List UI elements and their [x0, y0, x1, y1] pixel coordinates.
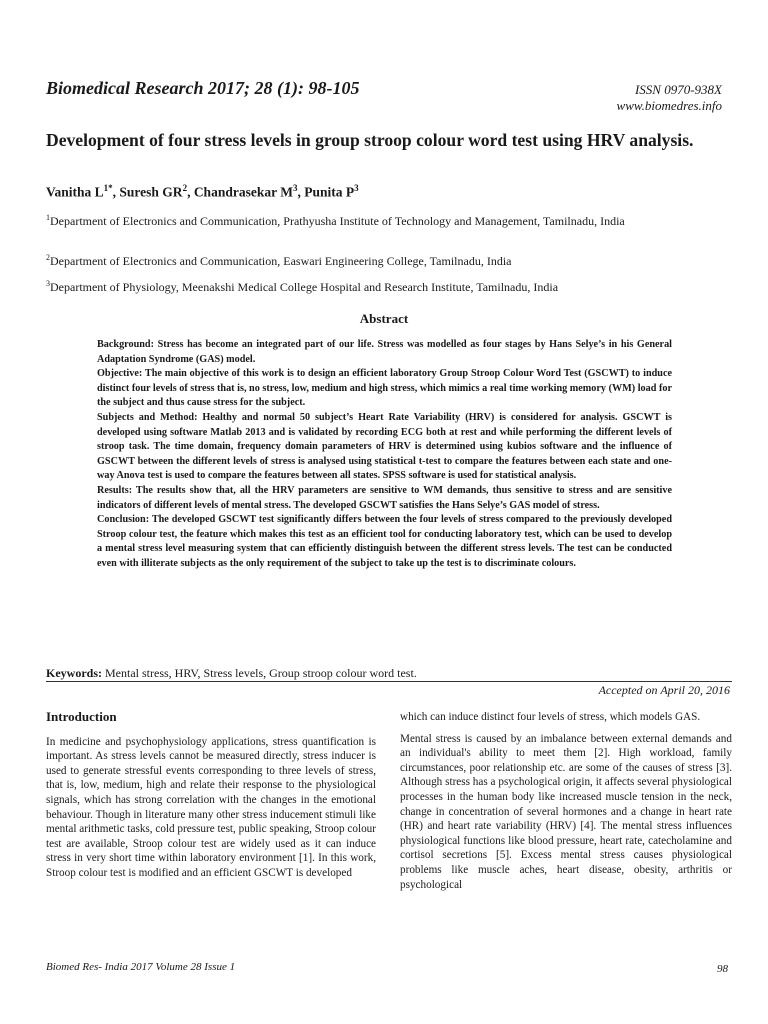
abstract-methods: Subjects and Method: Healthy and normal 50 subject’s Heart Rate Variability (HRV) is considered for analysis. GSCWT is developed using software Matlab 2013 and is validated by recording ECG both at rest and while performing the different levels of stroop task. The time domain, frequency domain parameters of HRV is determined using kubios software and the influence of GSCWT between the different levels of stress is analysed using statistical t-test to compare the features between each state and one-way Anova test is used to compare the features between all states. SPSS software is used for statistical analysis.: [97, 411, 672, 482]
page-number: 98: [717, 963, 728, 975]
author-name: Vanitha L: [46, 184, 104, 200]
right-column: [400, 710, 732, 899]
body-paragraph: In medicine and psychophysiology applications, stress quantification is important. As stress levels cannot be measured directly, stress inducer is used to generate stressful events corresponding to three levels of stress, that is, low, medium, high and relate their response to the physiological signals, which has strong correlation with the changes in the emotional behaviour. Though in literature many other stress inducement stimuli like mental arithmetic tasks, cold pressure test, public speaking, Stroop colour test are available, Stroop colour test are widely used as it can induce stress in very short time within laboratory environment [1]. In this work, Stroop colour test is modified and an efficient GSCWT is developed: [46, 735, 376, 879]
affiliation: [46, 276, 732, 295]
keywords: [46, 666, 736, 681]
affiliation: [46, 210, 732, 229]
issn: ISSN 0970-938X: [634, 82, 722, 97]
abstract-results: Results: The results show that, all the HRV parameters are sensitive to WM demands, thus sensitive to stress and are sensitive indicators of different levels of mental stress. The developed GSCWT satisfies the Hans Selye’s GAS model of stress.: [97, 484, 672, 511]
affiliation-number: 2: [46, 253, 50, 262]
abstract-background: Background: Stress has become an integrated part of our life. Stress was modelled as four stages by Hans Selye’s in his General Adaptation Syndrome (GAS) model.: [97, 339, 672, 365]
author-list: [46, 183, 736, 201]
body-paragraph: which can induce distinct four levels of stress, which models GAS.: [400, 711, 701, 723]
author-affiliation-mark: 2: [182, 183, 188, 193]
introduction-heading: Introduction: [46, 709, 117, 724]
divider: [46, 681, 732, 682]
author-name: Suresh GR: [119, 184, 183, 200]
affiliation-number: 3: [46, 279, 50, 288]
author-separator: ,: [297, 184, 305, 200]
keywords-text: Mental stress, HRV, Stress levels, Group stroop colour word test.: [105, 666, 417, 680]
accepted-date: Accepted on April 20, 2016: [598, 683, 730, 697]
journal-info: [617, 82, 722, 114]
affiliation-number: 1: [46, 213, 50, 222]
left-column: [46, 710, 376, 888]
author-affiliation-mark: 1*: [103, 183, 113, 193]
author-separator: ,: [187, 184, 194, 200]
author-affiliation-mark: 3: [354, 183, 359, 193]
body-paragraph: Mental stress is caused by an imbalance between external demands and an individual's ability to meet them [2]. High workload, family circumstances, poor relationship etc. are some of the causes of stress [3]. Although stress has a psychological origin, it affects several physiological processes in the human body like increased muscle tension in the neck, change in concentration of several hormones and a change in heart rate (HR) and heart rate variability (HRV) [4]. The mental stress influences physiological functions like blood pressure, heart rate, catecholamine and cortisol secretions [5]. Excess mental stress causes physiological problems like muscle aches, heart disease, obesity, arthritis or psychological: [400, 732, 732, 891]
author-name: Chandrasekar M: [193, 184, 293, 200]
abstract-objective: Objective: The main objective of this work is to design an efficient laboratory Group Stroop Colour Word Test (GSCWT) to induce distinct four levels of stress that is, no stress, low, medium and high stress, which mimics a real time working memory (WM) load for the subject and thus cause stress for the subject.: [97, 368, 672, 409]
article-title: Development of four stress levels in group stroop colour word test using HRV analysis.: [46, 130, 694, 150]
affiliation-text: Department of Electronics and Communication, Prathyusha Institute of Technology and Management, Tamilnadu, India: [50, 214, 625, 228]
abstract-body: [97, 338, 672, 572]
abstract-conclusion: Conclusion: The developed GSCWT test significantly differs between the four levels of stress compared to the previously developed Stroop colour test, the feature which makes this test as an efficient tool for conducting laboratory test, which can be used to develop a mental stress level measuring system that can efficiently distinguish between the different stress levels. The test can be conducted even with illiterate subjects as the only requirement of the subject to take up the test is to discriminate colours.: [97, 514, 672, 569]
author-separator: ,: [112, 184, 120, 200]
abstract-heading: Abstract: [359, 311, 409, 326]
affiliation-text: Department of Electronics and Communication, Easwari Engineering College, Tamilnadu, India: [50, 254, 512, 268]
author-affiliation-mark: 3: [292, 183, 298, 193]
author-name: Punita P: [304, 184, 355, 200]
journal-citation: Biomedical Research 2017; 28 (1): 98-105: [46, 78, 360, 98]
affiliation: [46, 250, 732, 269]
keywords-label: Keywords:: [46, 666, 102, 680]
footer-citation: Biomed Res- India 2017 Volume 28 Issue 1: [46, 961, 236, 973]
journal-website[interactable]: www.biomedres.info: [616, 98, 722, 113]
affiliation-text: Department of Physiology, Meenakshi Medical College Hospital and Research Institute, Tamilnadu, India: [50, 280, 559, 294]
